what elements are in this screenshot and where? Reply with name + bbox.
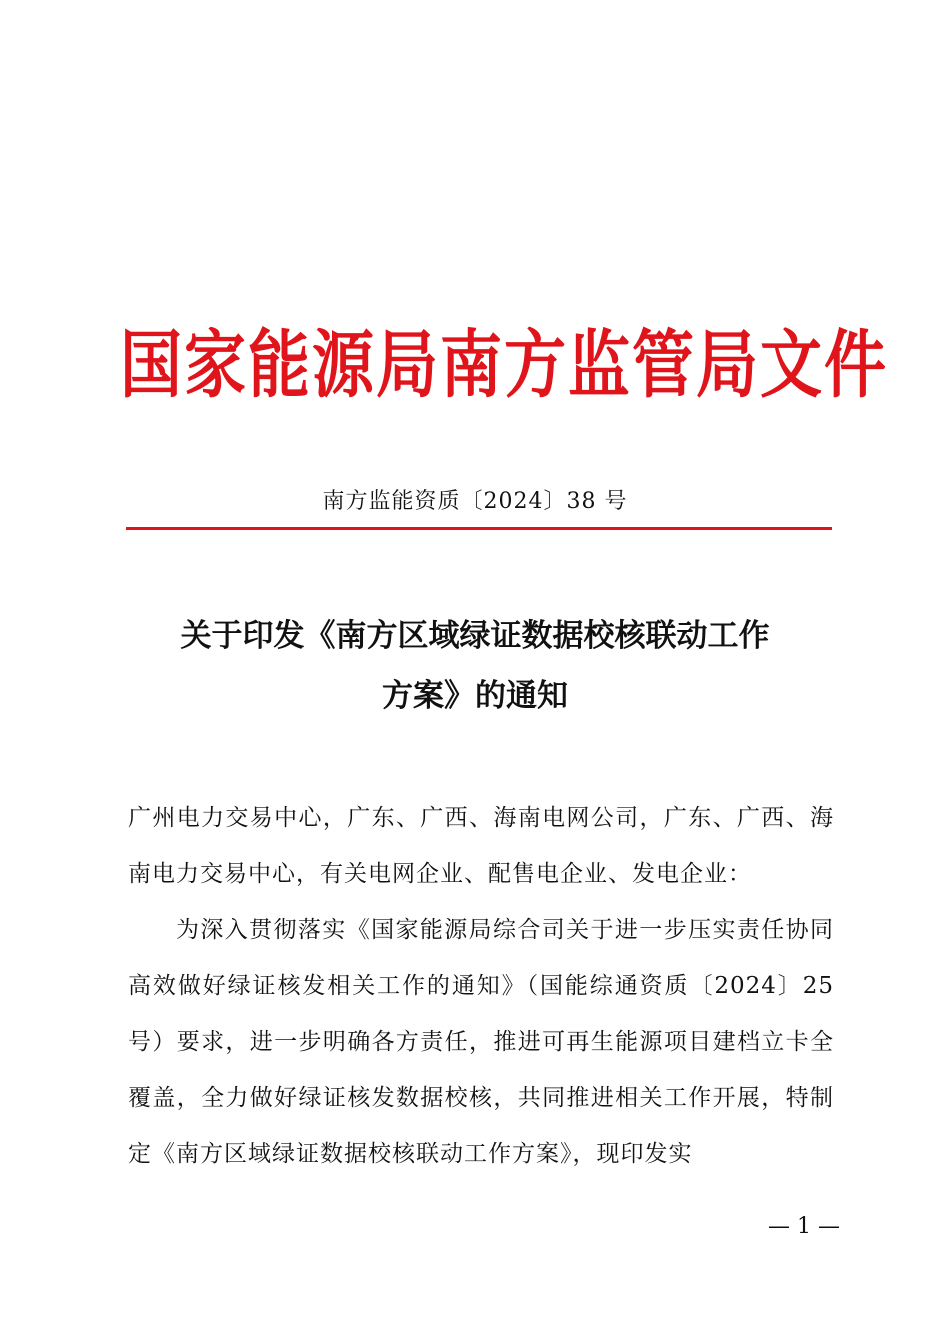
issuer-title: 国家能源局南方监管局文件 bbox=[120, 321, 889, 408]
red-separator-line bbox=[126, 527, 832, 530]
document-number: 南方监能资质〔2024〕38 号 bbox=[322, 489, 628, 514]
notice-title bbox=[120, 606, 830, 726]
body-paragraph: 为深入贯彻落实《国家能源局综合司关于进一步压实责任协同高效做好绿证核发相关工作的通知》（国能综通资质〔2024〕25 号）要求，进一步明确各方责任，推进可再生能源项目建档立卡全覆盖，全力做好绿证核发数据校核，共同推进相关工作开展，特制定《南方区域绿证数据校核联动工作方案》，现印发实 bbox=[128, 917, 834, 1167]
page-number: — 1 — bbox=[768, 1214, 840, 1239]
notice-title-line-2: 方案》的通知 bbox=[382, 678, 568, 714]
notice-title-line-1: 关于印发《南方区域绿证数据校核联动工作 bbox=[180, 618, 770, 654]
addressee-list: 广州电力交易中心，广东、广西、海南电网公司，广东、广西、海南电力交易中心，有关电网企业、配售电企业、发电企业： bbox=[128, 805, 834, 887]
